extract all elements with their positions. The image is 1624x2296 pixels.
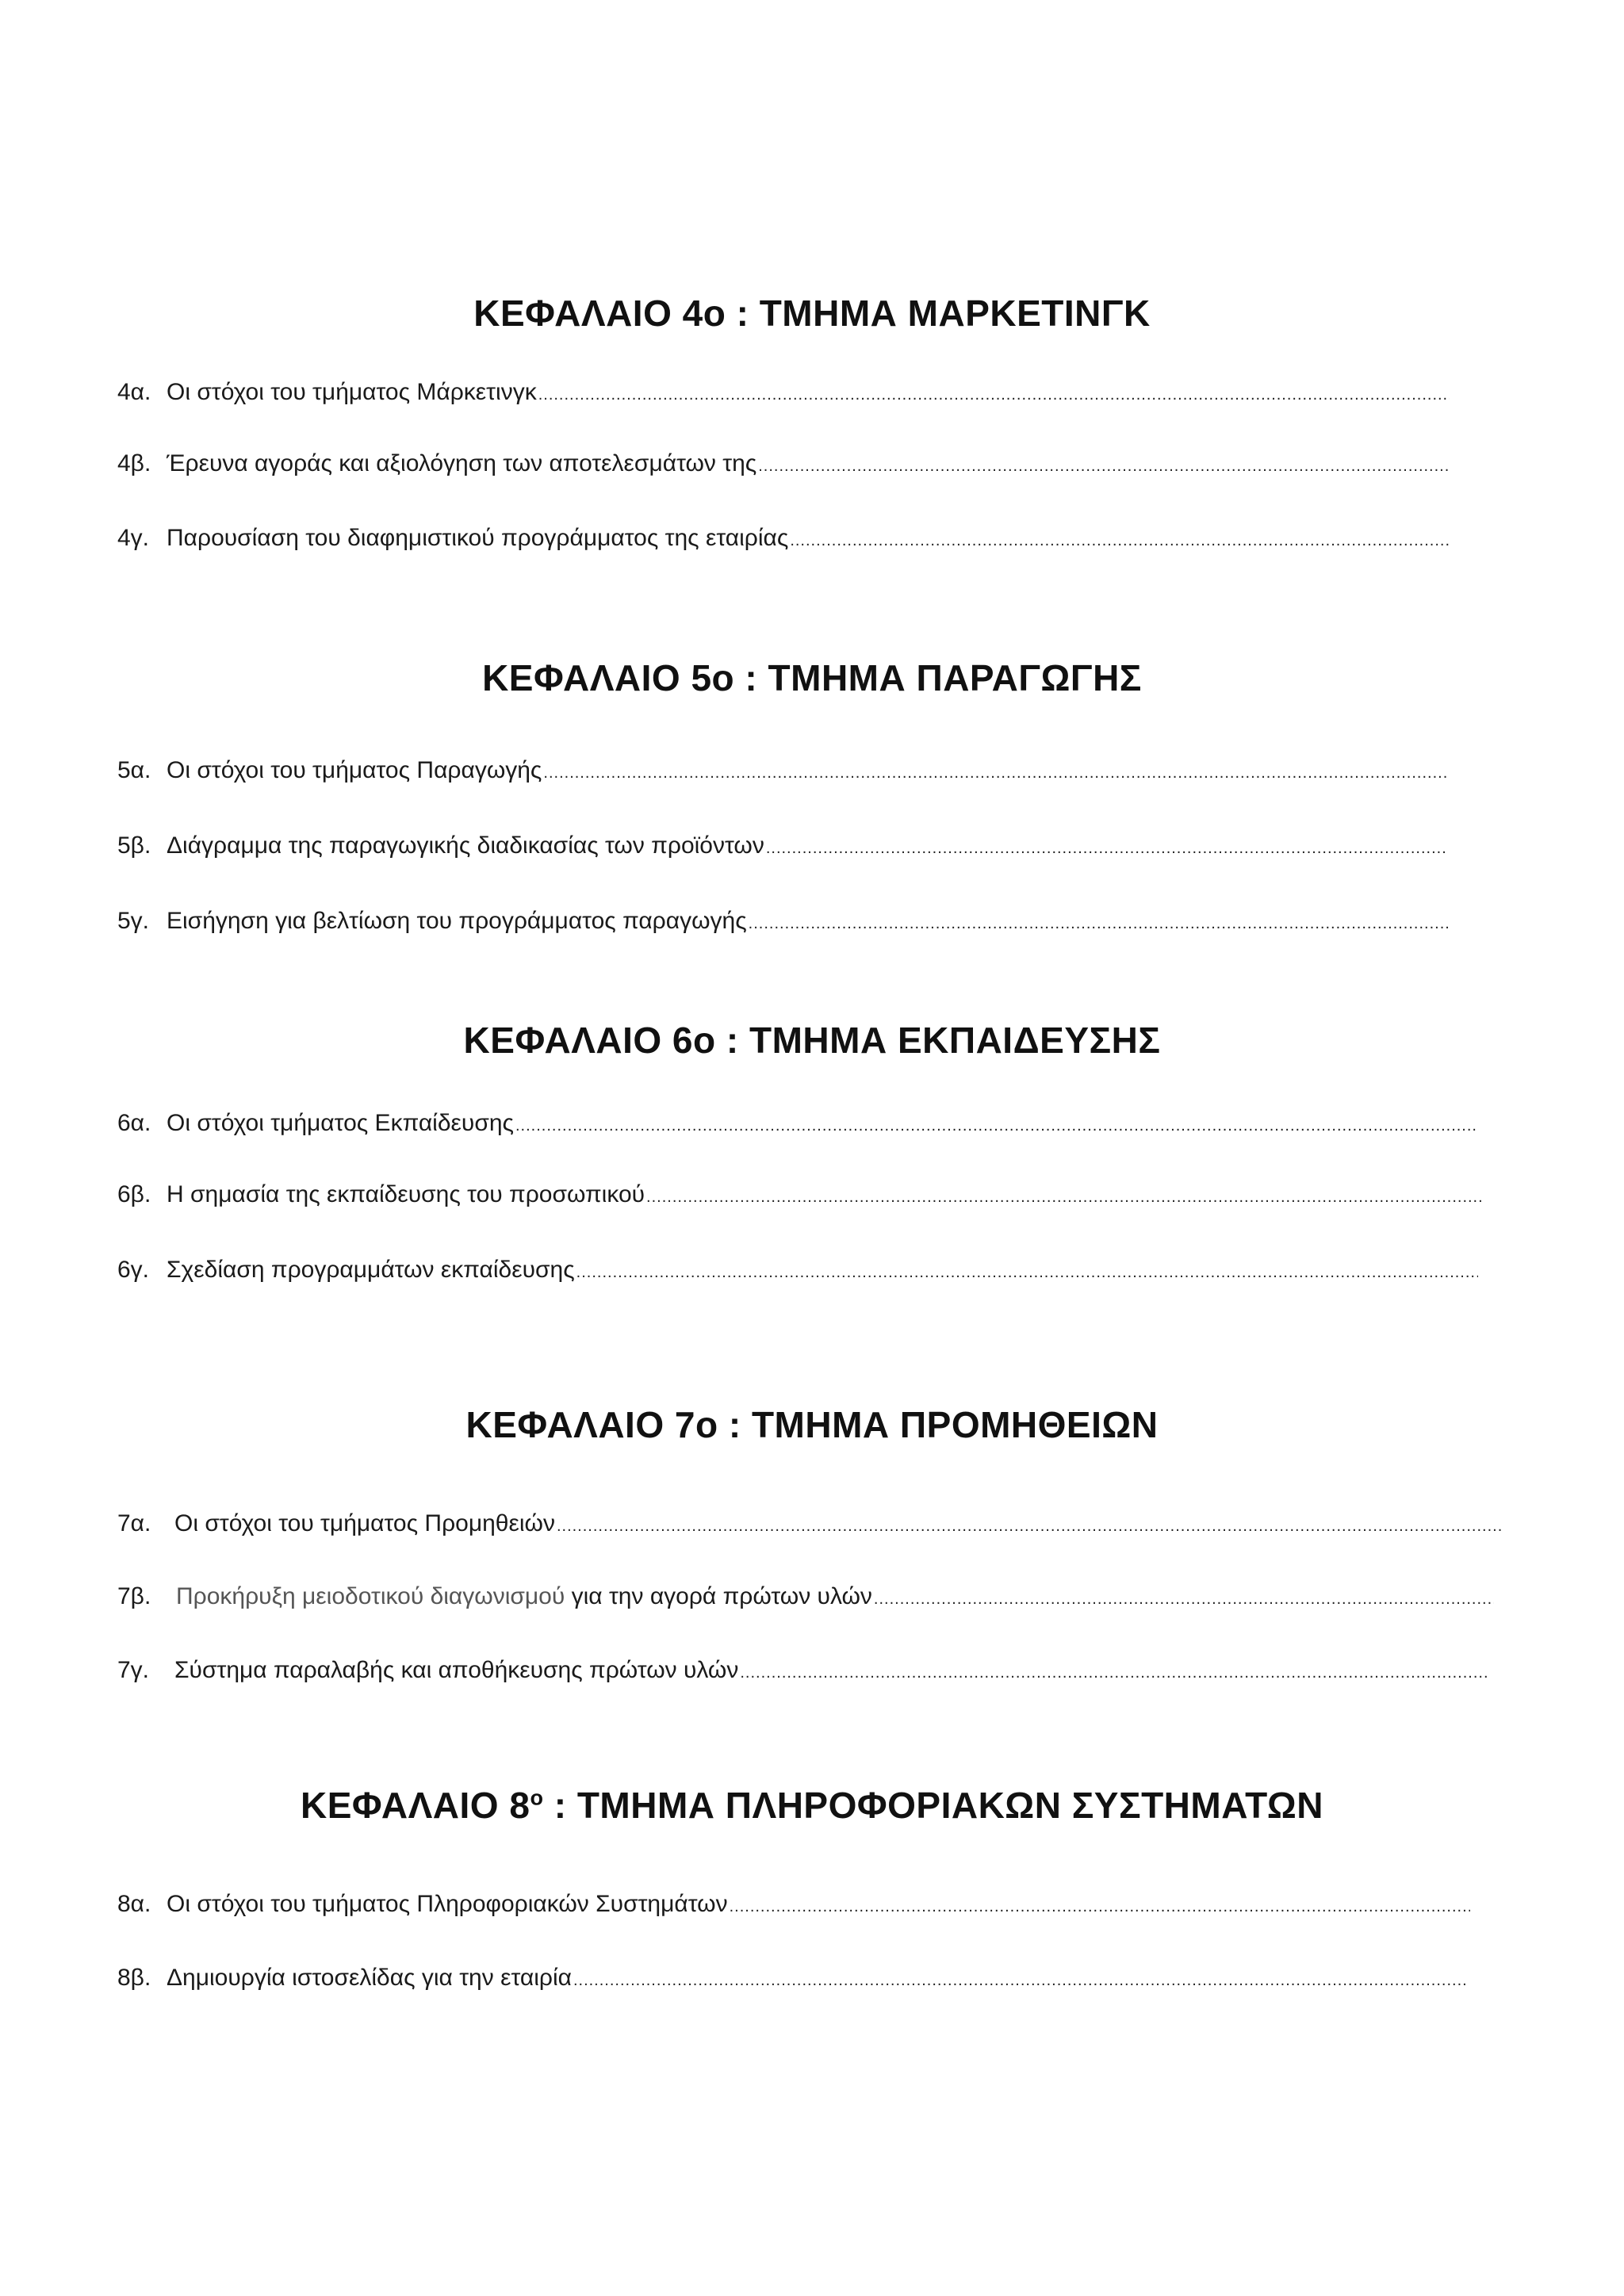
chapter-5-title: ΚΕΦΑΛΑΙΟ 5ο : ΤΜΗΜΑ ΠΑΡΑΓΩΓΗΣ — [482, 657, 1142, 698]
entry-text: Σύστημα παραλαβής και αποθήκευσης πρώτων υλών — [174, 1657, 739, 1683]
entry-number: 6α. — [117, 1110, 151, 1136]
chapter-8-title-main: ΚΕΦΑΛΑΙΟ 8 — [300, 1785, 530, 1826]
dot-leader — [573, 1972, 1467, 1990]
dot-leader — [749, 915, 1450, 933]
toc-entry-8a — [117, 1891, 1470, 1924]
dot-leader — [730, 1898, 1470, 1916]
dot-leader — [874, 1590, 1494, 1609]
dot-leader — [515, 1117, 1478, 1135]
dot-leader — [543, 764, 1450, 783]
entry-text: Διάγραμμα της παραγωγικής διαδικασίας των προϊόντων — [167, 832, 764, 859]
entry-text: Έρευνα αγοράς και αξιολόγηση των αποτελεσμάτων της — [167, 450, 757, 476]
entry-number: 4β. — [117, 450, 151, 476]
entry-number: 6β. — [117, 1181, 151, 1207]
entry-number: 5α. — [117, 757, 151, 783]
dot-leader — [646, 1188, 1481, 1207]
entry-text: Οι στόχοι του τμήματος Πληροφοριακών Συστημάτων — [167, 1891, 728, 1917]
chapter-7-title: ΚΕΦΑΛΑΙΟ 7ο : ΤΜΗΜΑ ΠΡΟΜΗΘΕΙΩΝ — [465, 1404, 1159, 1445]
entry-text: Εισήγηση για βελτίωση του προγράμματος παραγωγής — [167, 908, 747, 934]
entry-number: 8α. — [117, 1891, 151, 1917]
toc-entry-6b — [117, 1181, 1481, 1215]
entry-number: 4γ. — [117, 525, 150, 551]
entry-text: Σχεδίαση προγραμμάτων εκπαίδευσης — [167, 1257, 575, 1283]
chapter-8-title-sup: ο — [530, 1785, 544, 1810]
dot-leader — [790, 532, 1450, 550]
dot-leader — [740, 1664, 1489, 1682]
dot-leader — [557, 1517, 1502, 1536]
dot-leader — [766, 840, 1446, 858]
toc-entry-5a — [117, 757, 1450, 790]
entry-number: 7γ. — [117, 1657, 150, 1683]
entry-number: 8β. — [117, 1965, 151, 1991]
toc-entry-7a — [117, 1510, 1502, 1544]
toc-entry-4a — [117, 379, 1450, 412]
toc-entry-6a — [117, 1110, 1478, 1143]
entry-text: Οι στόχοι του τμήματος Παραγωγής — [167, 757, 542, 783]
chapter-8-title-rest: : ΤΜΗΜΑ ΠΛΗΡΟΦΟΡΙΑΚΩΝ ΣΥΣΤΗΜΑΤΩΝ — [543, 1785, 1323, 1826]
toc-entry-7c — [117, 1657, 1489, 1690]
entry-text — [176, 1583, 872, 1610]
toc-entry-6c — [117, 1257, 1478, 1290]
chapter-6-title: ΚΕΦΑΛΑΙΟ 6ο : ΤΜΗΜΑ ΕΚΠΑΙΔΕΥΣΗΣ — [463, 1020, 1161, 1061]
entry-text: Παρουσίαση του διαφημιστικού προγράμματος της εταιρίας — [167, 525, 789, 551]
entry-number: 6γ. — [117, 1257, 150, 1283]
dot-leader — [758, 457, 1450, 476]
entry-number: 7α. — [117, 1510, 151, 1536]
entry-number: 5γ. — [117, 908, 150, 934]
toc-entry-7b — [117, 1583, 1494, 1617]
dot-leader — [576, 1264, 1478, 1282]
entry-text: Οι στόχοι του τμήματος Προμηθειών — [174, 1510, 555, 1536]
entry-number: 4α. — [117, 379, 151, 405]
chapter-8-title — [0, 1784, 1624, 1827]
toc-entry-5c — [117, 908, 1450, 941]
entry-text: Η σημασία της εκπαίδευσης του προσωπικού — [167, 1181, 645, 1207]
entry-text-rest: για την αγορά πρώτων υλών — [571, 1583, 872, 1609]
dot-leader — [538, 386, 1450, 404]
chapter-4-title: ΚΕΦΑΛΑΙΟ 4ο : ΤΜΗΜΑ ΜΑΡΚΕΤΙΝΓΚ — [473, 293, 1151, 334]
toc-entry-4b — [117, 450, 1450, 484]
entry-text: Δημιουργία ιστοσελίδας για την εταιρία — [167, 1965, 572, 1991]
entry-text-gray: Προκήρυξη μειοδοτικού διαγωνισμού — [176, 1583, 565, 1609]
entry-text: Οι στόχοι του τμήματος Μάρκετινγκ — [167, 379, 537, 405]
toc-entry-4c — [117, 525, 1450, 558]
entry-number: 5β. — [117, 832, 151, 859]
entry-number: 7β. — [117, 1583, 151, 1609]
toc-entry-8b — [117, 1965, 1467, 1998]
toc-entry-5b — [117, 832, 1446, 866]
entry-text: Οι στόχοι τμήματος Εκπαίδευσης — [167, 1110, 514, 1136]
